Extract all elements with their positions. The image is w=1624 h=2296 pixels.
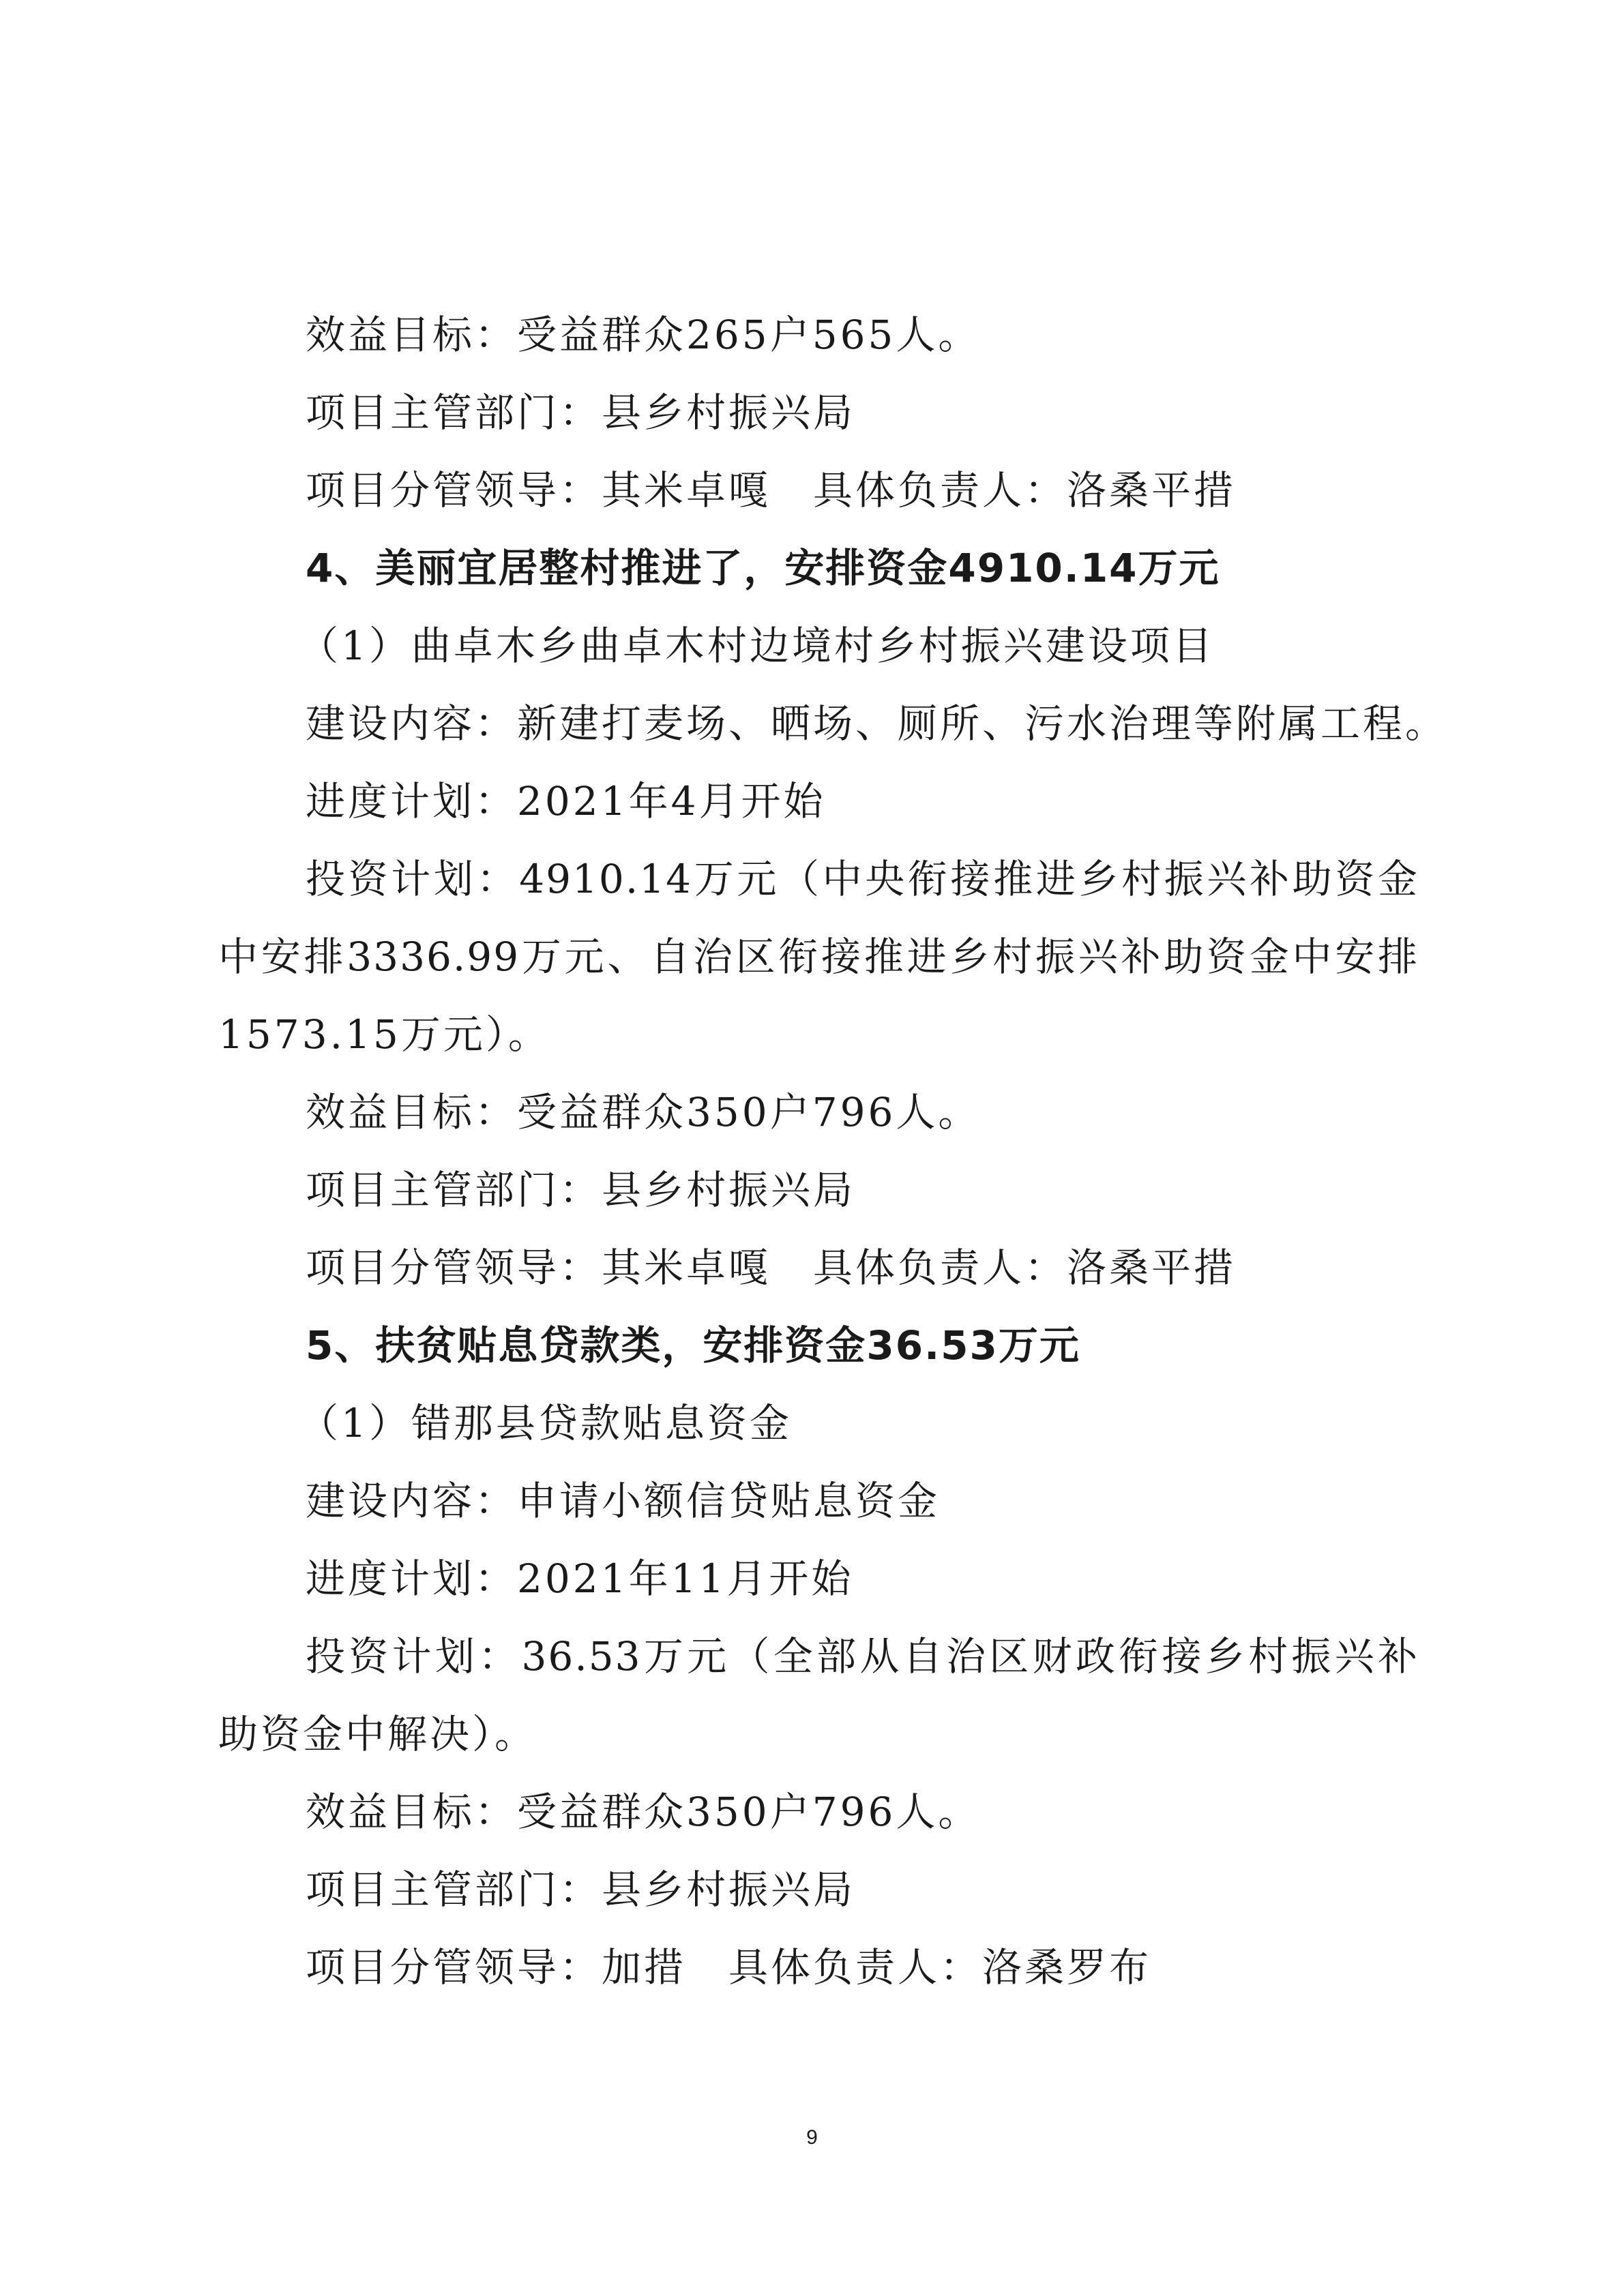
benefit-target-line: 效益目标：受益群众265户565人。	[306, 312, 981, 358]
page-number: 9	[806, 2126, 818, 2149]
benefit-target-line: 效益目标：受益群众350户796人。	[306, 1789, 981, 1835]
project-title-1: （1）曲卓木乡曲卓木村边境村乡村振兴建设项目	[299, 623, 1215, 669]
investment-plan-end: 1573.15万元）。	[218, 1011, 550, 1058]
benefit-target-line: 效益目标：受益群众350户796人。	[306, 1089, 981, 1135]
leader-line: 项目分管领导：其米卓嘎 具体负责人：洛桑平措	[306, 467, 1237, 513]
schedule-line: 进度计划：2021年11月开始	[306, 1555, 854, 1602]
department-line: 项目主管部门：县乡村振兴局	[306, 1167, 856, 1213]
investment-plan-line: 投资计划：36.53万元（全部从自治区财政衔接乡村振兴补	[306, 1633, 1419, 1680]
department-line: 项目主管部门：县乡村振兴局	[306, 389, 856, 436]
investment-plan-end: 助资金中解决）。	[218, 1711, 537, 1757]
project-title-2: （1）错那县贷款贴息资金	[299, 1400, 792, 1446]
schedule-line: 进度计划：2021年4月开始	[306, 778, 826, 824]
construction-content-line: 建设内容：新建打麦场、晒场、厕所、污水治理等附属工程。	[306, 700, 1448, 747]
investment-plan-continued: 中安排3336.99万元、自治区衔接推进乡村振兴补助资金中安排	[218, 934, 1419, 980]
leader-line: 项目分管领导：加措 具体负责人：洛桑罗布	[306, 1944, 1152, 1991]
section-heading-4: 4、美丽宜居整村推进了，安排资金4910.14万元	[306, 545, 1220, 591]
department-line: 项目主管部门：县乡村振兴局	[306, 1866, 856, 1913]
leader-line: 项目分管领导：其米卓嘎 具体负责人：洛桑平措	[306, 1244, 1237, 1291]
section-heading-5: 5、扶贫贴息贷款类，安排资金36.53万元	[306, 1322, 1080, 1369]
investment-plan-line: 投资计划：4910.14万元（中央衔接推进乡村振兴补助资金	[306, 856, 1419, 902]
construction-content-line: 建设内容：申请小额信贷贴息资金	[306, 1478, 941, 1524]
